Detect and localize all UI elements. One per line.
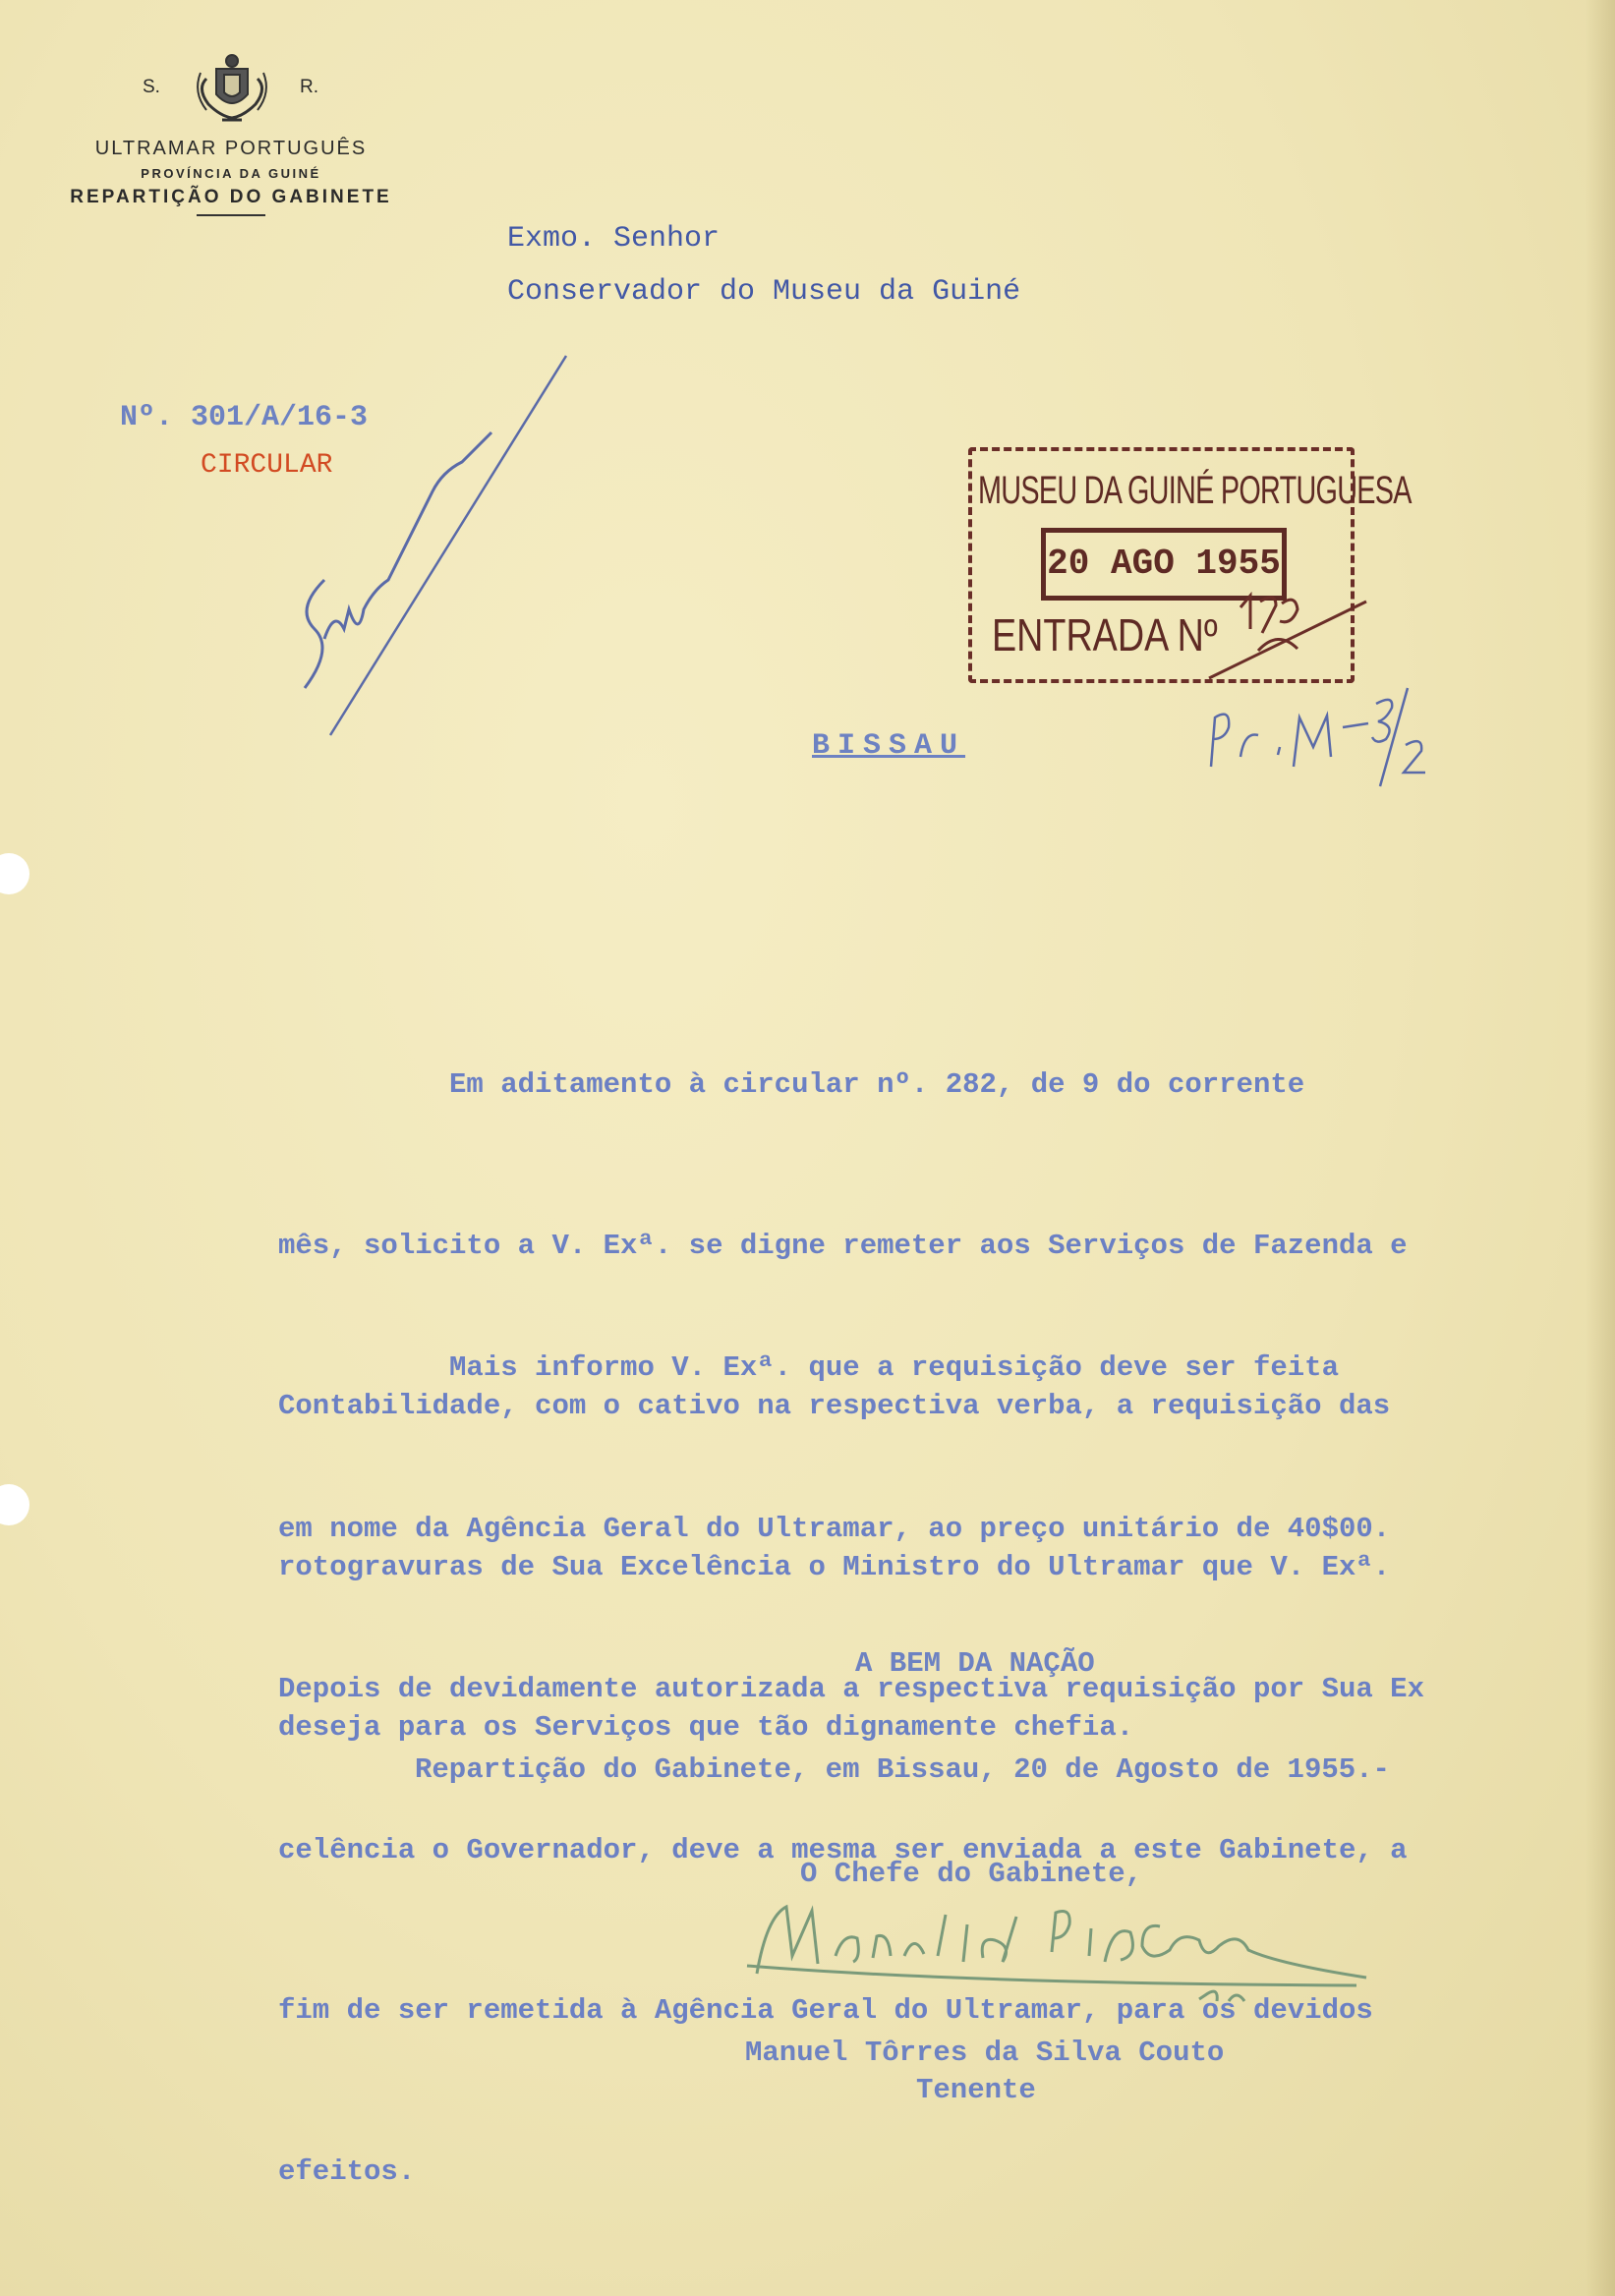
body-line: Mais informo V. Exª. que a requisição deve ser feita [278,1351,1339,1384]
stamp-entrada-label: ENTRADA Nº [992,609,1218,660]
city-heading: BISSAU [812,729,966,763]
museum-entry-stamp [968,447,1412,683]
letterhead-r: R. [300,77,318,97]
body-line: rotogravuras de Sua Excelência o Ministro do Ultramar que V. Exª. [278,1550,1391,1583]
body-line: celência o Governador, deve a mesma ser enviada a este Gabinete, a [278,1833,1408,1866]
closing-motto: A BEM DA NAÇÃO [855,1647,1095,1680]
letterhead [29,49,433,216]
letterhead-ultramar: ULTRAMAR PORTUGUÊS [94,138,368,159]
punch-hole-upper [0,853,29,894]
addressee-line2: Conservador do Museu da Guiné [507,275,1021,309]
body-line: fim de ser remetida à Agência Geral do Ultramar, para os devidos [278,1994,1373,2027]
letterhead-rule [197,214,265,216]
page-edge-shadow [1586,0,1615,2296]
closing-role: O Chefe do Gabinete, [800,1858,1143,1890]
side-note-drawing [1211,688,1425,786]
closing-place-date: Repartição do Gabinete, em Bissau, 20 de Agosto de 1955.- [415,1753,1390,1786]
coat-of-arms-icon [187,49,277,128]
body-line: Depois de devidamente autorizada a respectiva requisição por Sua Ex [278,1673,1424,1705]
body-line: Em aditamento à circular nº. 282, de 9 do corrente [278,1068,1305,1101]
punch-hole-lower [0,1484,29,1525]
stamp-title: MUSEU DA GUINÉ PORTUGUESA [978,469,1412,512]
letterhead-s: S. [143,77,160,97]
addressee-line1: Exmo. Senhor [507,222,721,256]
body-line: efeitos. [278,2154,416,2188]
body-line: mês, solicito a V. Exª. se digne remeter aos Serviços de Fazenda e [278,1229,1408,1262]
body-line: Contabilidade, com o cativo na respectiva verba, a requisição das [278,1390,1391,1422]
handwritten-note-drawing [305,432,491,688]
body-line: deseja para os Serviços que tão dignamente chefia. [278,1711,1134,1744]
stamp-date: 20 AGO 1955 [1041,528,1287,601]
reference-number: Nº. 301/A/16-3 [120,401,369,434]
body-line: em nome da Agência Geral do Ultramar, ao preço unitário de 40$00. [278,1512,1391,1545]
signatory-rank: Tenente [916,2074,1036,2106]
letterhead-reparticao: REPARTIÇÃO DO GABINETE [70,187,392,207]
letterhead-provincia: PROVÍNCIA DA GUINÉ [141,166,321,181]
signatory-name: Manuel Tôrres da Silva Couto [745,2037,1225,2069]
letterhead-emblem-row [29,49,433,138]
circular-label: CIRCULAR [201,450,333,481]
